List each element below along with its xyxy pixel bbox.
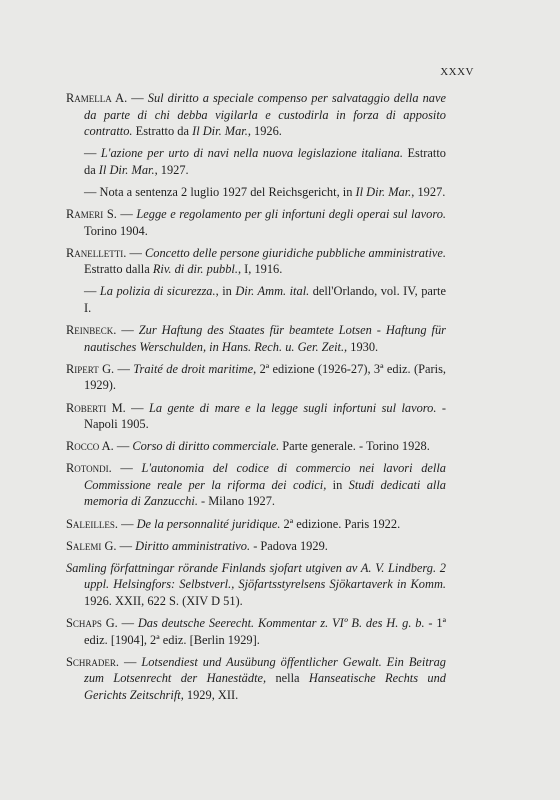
entry-tail: , 1927. <box>154 162 189 177</box>
entry-separator: — <box>117 516 137 531</box>
entry-title: Concetto delle persone giuridiche pubbliche amministrative. <box>145 245 446 260</box>
entry-author: Ramella A. <box>66 91 128 105</box>
entry-journal: Dir. Amm. ital. <box>235 284 310 299</box>
entry-title: La polizia di sicurezza. <box>99 284 216 299</box>
bibliography-list <box>66 90 446 709</box>
entry-separator: — <box>111 461 142 476</box>
bibliography-entry <box>66 400 446 433</box>
entry-separator: — <box>84 146 101 161</box>
page-number: XXXV <box>440 66 474 78</box>
bibliography-entry <box>66 90 446 140</box>
entry-author: Ranelletti. <box>66 245 127 260</box>
entry-author: Saleilles. <box>66 516 118 531</box>
entry-text: - Napoli 1905. <box>84 400 446 432</box>
entry-title: La gente di mare e la legge sugli infortuni sul lavoro. <box>148 400 437 415</box>
entry-separator: — <box>117 616 138 631</box>
entry-journal: Studi dedicati alla memoria di Zanzucchi. <box>84 477 446 509</box>
bibliography-entry <box>66 615 446 648</box>
bibliography-entry <box>66 283 446 316</box>
entry-tail: - Milano 1927. <box>197 494 276 509</box>
entry-tail: , 1927. <box>411 184 446 199</box>
entry-author: Reinbeck. <box>66 323 117 338</box>
entry-title: De la personnalité juridique. <box>136 516 281 531</box>
entry-text: Torino 1904. <box>84 223 148 238</box>
entry-separator: — <box>113 439 133 454</box>
entry-author: Schrader. <box>66 654 119 669</box>
bibliography-entry <box>66 438 446 455</box>
entry-title: Legge e regolamento per gli infortuni degli operai sul lavoro. <box>136 207 446 222</box>
bibliography-entry <box>66 145 446 178</box>
entry-title: Das deutsche Seerecht. Kommentar z. VIº B. des H. g. b. <box>137 616 425 631</box>
entry-tail: dell'Orlando, vol. IV, parte I. <box>84 284 446 316</box>
entry-title: Lotsendiest und Ausübung öffentlicher Gewalt. Ein Beitrag zum Lotsenrecht der Hanestädte, <box>84 654 446 686</box>
entry-title: Sul diritto a speciale compenso per salvataggio della nave da parte di chi debba vigilarla e custodirla in forza di apposito contratto. <box>84 91 446 139</box>
entry-separator: — <box>127 91 148 105</box>
entry-journal: Il Dir. Mar. <box>98 162 155 177</box>
entry-author: Salemi G. <box>66 538 117 553</box>
bibliography-entry <box>66 322 446 355</box>
entry-tail: 1929, XII. <box>183 687 239 702</box>
entry-title: Traité de droit maritime, <box>133 361 257 376</box>
entry-separator: — <box>125 400 149 415</box>
bibliography-entry <box>66 361 446 394</box>
entry-separator: — <box>84 184 100 199</box>
entry-title: Samling författningar rörande Finlands sjofart utgiven av A. V. Lindberg. 2 uppl. Helsingfors: Selbstverl., Sjöfartsstyrelsens Sjökartaverk in Komm. <box>66 560 446 592</box>
entry-text: Estratto dalla <box>84 262 153 277</box>
entry-author: Rotondi. <box>66 461 112 476</box>
entry-tail: , 1926. <box>247 124 282 139</box>
entry-journal: Hanseatische Rechts und Gerichts Zeitschrift, <box>84 671 446 702</box>
entry-author: Ripert G. <box>66 361 115 376</box>
entry-text: Estratto da <box>132 124 193 139</box>
bibliography-entry <box>66 560 446 610</box>
entry-text: 2ª edizione (1926-27), 3ª ediz. (Paris, 1929). <box>84 361 447 393</box>
entry-separator: — <box>119 654 142 669</box>
entry-journal: Il Dir. Mar. <box>355 184 412 199</box>
entry-tail: , I, 1916. <box>237 262 283 277</box>
entry-author: Roberti M. <box>66 400 126 415</box>
entry-text: in <box>326 477 349 492</box>
entry-separator: — <box>116 207 137 222</box>
entry-separator: — <box>116 323 139 338</box>
entry-text: 2ª edizione. Paris 1922. <box>280 516 401 531</box>
entry-title: Diritto amministrativo. <box>135 538 251 553</box>
entry-separator: — <box>116 538 136 553</box>
entry-text: nella <box>266 671 309 686</box>
entry-author: Schaps G. <box>66 616 118 631</box>
entry-text: , in <box>215 284 236 299</box>
entry-text: - Padova 1929. <box>250 538 328 553</box>
entry-author: Rocco A. <box>66 439 114 454</box>
entry-text: Parte generale. - Torino 1928. <box>279 439 430 454</box>
entry-title: Zur Haftung des Staates für beamtete Lotsen - Haftung für nautisches Werschulden, in Hans. Rech. u. Ger. Zeit., <box>84 323 446 354</box>
entry-text: - 1ª ediz. [1904], 2ª ediz. [Berlin 1929]. <box>84 616 446 647</box>
bibliography-entry <box>66 460 446 510</box>
bibliography-entry <box>66 245 446 278</box>
entry-author: Rameri S. <box>66 207 117 222</box>
bibliography-entry <box>66 184 446 201</box>
entry-text: 1930. <box>347 339 379 354</box>
entry-title: L'azione per urto di navi nella nuova legislazione italiana. <box>100 146 403 161</box>
entry-title: L'autonomia del codice di commercio nei lavori della Commissione reale per la riforma dei codici, <box>84 461 447 492</box>
bibliography-entry <box>66 538 446 555</box>
entry-text: 1926. XXII, 622 S. (XIV D 51). <box>84 593 243 608</box>
bibliography-entry <box>66 654 446 704</box>
bibliography-entry <box>66 516 446 533</box>
entry-separator: — <box>114 361 134 376</box>
entry-separator: — <box>84 284 100 299</box>
entry-text: Nota a sentenza 2 luglio 1927 del Reichsgericht, in <box>99 184 356 199</box>
entry-separator: — <box>126 245 146 260</box>
entry-journal: Il Dir. Mar. <box>192 124 248 139</box>
entry-text: Estratto da <box>84 146 446 177</box>
bibliography-entry <box>66 206 446 239</box>
entry-journal: Riv. di dir. pubbl. <box>152 262 238 277</box>
entry-title: Corso di diritto commerciale. <box>132 439 280 454</box>
